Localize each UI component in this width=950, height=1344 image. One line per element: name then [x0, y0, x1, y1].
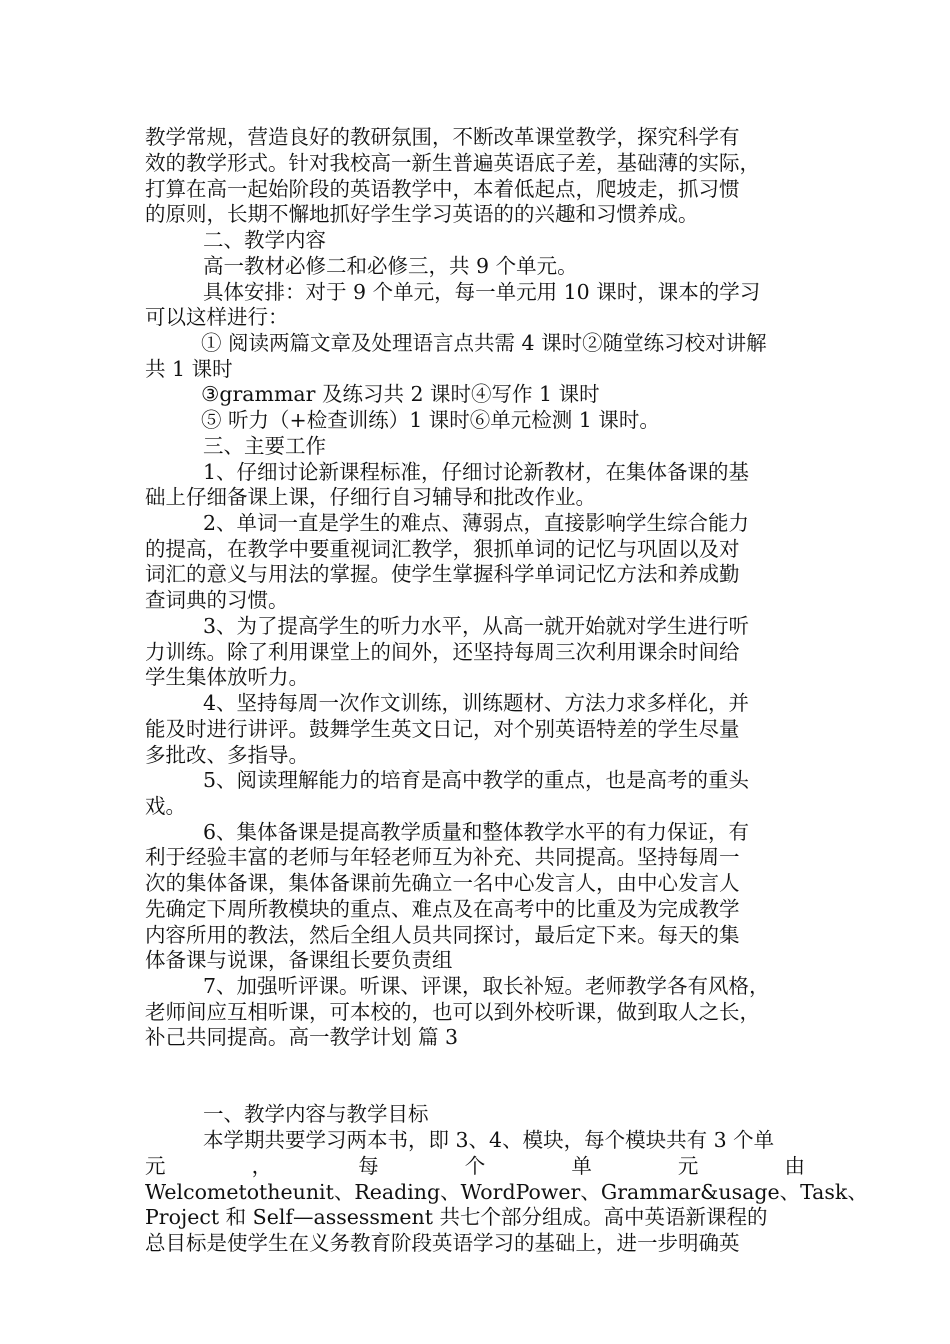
justified-word: 单	[571, 1154, 592, 1178]
text-line: 老师间应互相听课，可本校的，也可以到外校听课，做到取人之长，	[145, 1000, 760, 1024]
text-line: 7、加强听评课。听课、评课，取长补短。老师教学各有风格，	[203, 974, 770, 998]
text-line: ③grammar 及练习共 2 课时④写作 1 课时	[201, 382, 600, 406]
justified-word: 个	[464, 1154, 486, 1178]
text-line: 具体安排：对于 9 个单元，每一单元用 10 课时，课本的学习	[203, 280, 761, 304]
text-line: 词汇的意义与用法的掌握。使学生掌握科学单词记忆方法和养成勤	[145, 562, 740, 586]
text-line: 5、阅读理解能力的培育是高中教学的重点，也是高考的重头	[203, 768, 750, 792]
text-line: 内容所用的教法，然后全组人员共同探讨，最后定下来。每天的集	[145, 923, 740, 947]
text-line: 次的集体备课，集体备课前先确立一名中心发言人，由中心发言人	[145, 871, 740, 895]
text-line: 本学期共要学习两本书，即 3、4、模块，每个模块共有 3 个单	[203, 1128, 775, 1152]
text-line: 共 1 课时	[145, 357, 233, 381]
text-line: 先确定下周所教模块的重点、难点及在高考中的比重及为完成教学	[145, 897, 740, 921]
section-heading: 三、主要工作	[203, 434, 326, 458]
text-line: ① 阅读两篇文章及处理语言点共需 4 课时②随堂练习校对讲解	[201, 331, 767, 355]
section-heading: 二、教学内容	[203, 228, 326, 252]
text-line: 高一教材必修二和必修三，共 9 个单元。	[203, 254, 578, 278]
text-line: 的提高，在教学中要重视词汇教学，狠抓单词的记忆与巩固以及对	[145, 537, 740, 561]
justified-word: 元	[677, 1154, 699, 1178]
text-line: 础上仔细备课上课，仔细行自习辅导和批改作业。	[145, 485, 596, 509]
text-line: 3、为了提高学生的听力水平，从高一就开始就对学生进行听	[203, 614, 750, 638]
text-line: 多批改、多指导。	[145, 743, 309, 767]
text-line: Project 和 Self—assessment 共七个部分组成。高中英语新课程的	[145, 1205, 768, 1229]
section-heading: 一、教学内容与教学目标	[203, 1102, 429, 1126]
justified-word: ，	[251, 1154, 273, 1178]
text-line: 体备课与说课，备课组长要负责组	[145, 948, 453, 972]
text-line: 可以这样进行：	[145, 305, 289, 329]
text-line: 利于经验丰富的老师与年轻老师互为补充、共同提高。坚持每周一	[145, 845, 740, 869]
text-line: 补己共同提高。高一教学计划 篇 3	[145, 1025, 459, 1049]
text-line: 能及时进行讲评。鼓舞学生英文日记，对个别英语特差的学生尽量	[145, 717, 740, 741]
justified-word: 每	[358, 1154, 379, 1178]
text-line: 4、坚持每周一次作文训练，训练题材、方法力求多样化，并	[203, 691, 750, 715]
text-line: 戏。	[145, 794, 186, 818]
text-line: 力训练。除了利用课堂上的间外，还坚持每周三次利用课余时间给	[145, 640, 740, 664]
text-line: 打算在高一起始阶段的英语教学中，本着低起点，爬坡走，抓习惯	[145, 177, 740, 201]
text-line: ⑤ 听力（+检查训练）1 课时⑥单元检测 1 课时。	[201, 408, 660, 432]
text-line: 教学常规，营造良好的教研氛围，不断改革课堂教学，探究科学有	[145, 125, 740, 149]
text-line: Welcometotheunit、Reading、WordPower、Grammar&usage、Task、	[145, 1180, 868, 1204]
justified-text-line	[145, 1153, 805, 1179]
text-line: 查词典的习惯。	[145, 588, 289, 612]
text-line: 的原则，长期不懈地抓好学生学习英语的的兴趣和习惯养成。	[145, 202, 699, 226]
text-line: 1、仔细讨论新课程标准，仔细讨论新教材，在集体备课的基	[203, 460, 750, 484]
text-line: 6、集体备课是提高教学质量和整体教学水平的有力保证，有	[203, 820, 750, 844]
justified-word: 由	[784, 1154, 805, 1178]
text-line: 效的教学形式。针对我校高一新生普遍英语底子差，基础薄的实际，	[145, 151, 760, 175]
justified-word: 元	[145, 1154, 166, 1178]
text-line: 2、单词一直是学生的难点、薄弱点，直接影响学生综合能力	[203, 511, 750, 535]
text-line: 学生集体放听力。	[145, 665, 309, 689]
text-line: 总目标是使学生在义务教育阶段英语学习的基础上，进一步明确英	[145, 1231, 740, 1255]
